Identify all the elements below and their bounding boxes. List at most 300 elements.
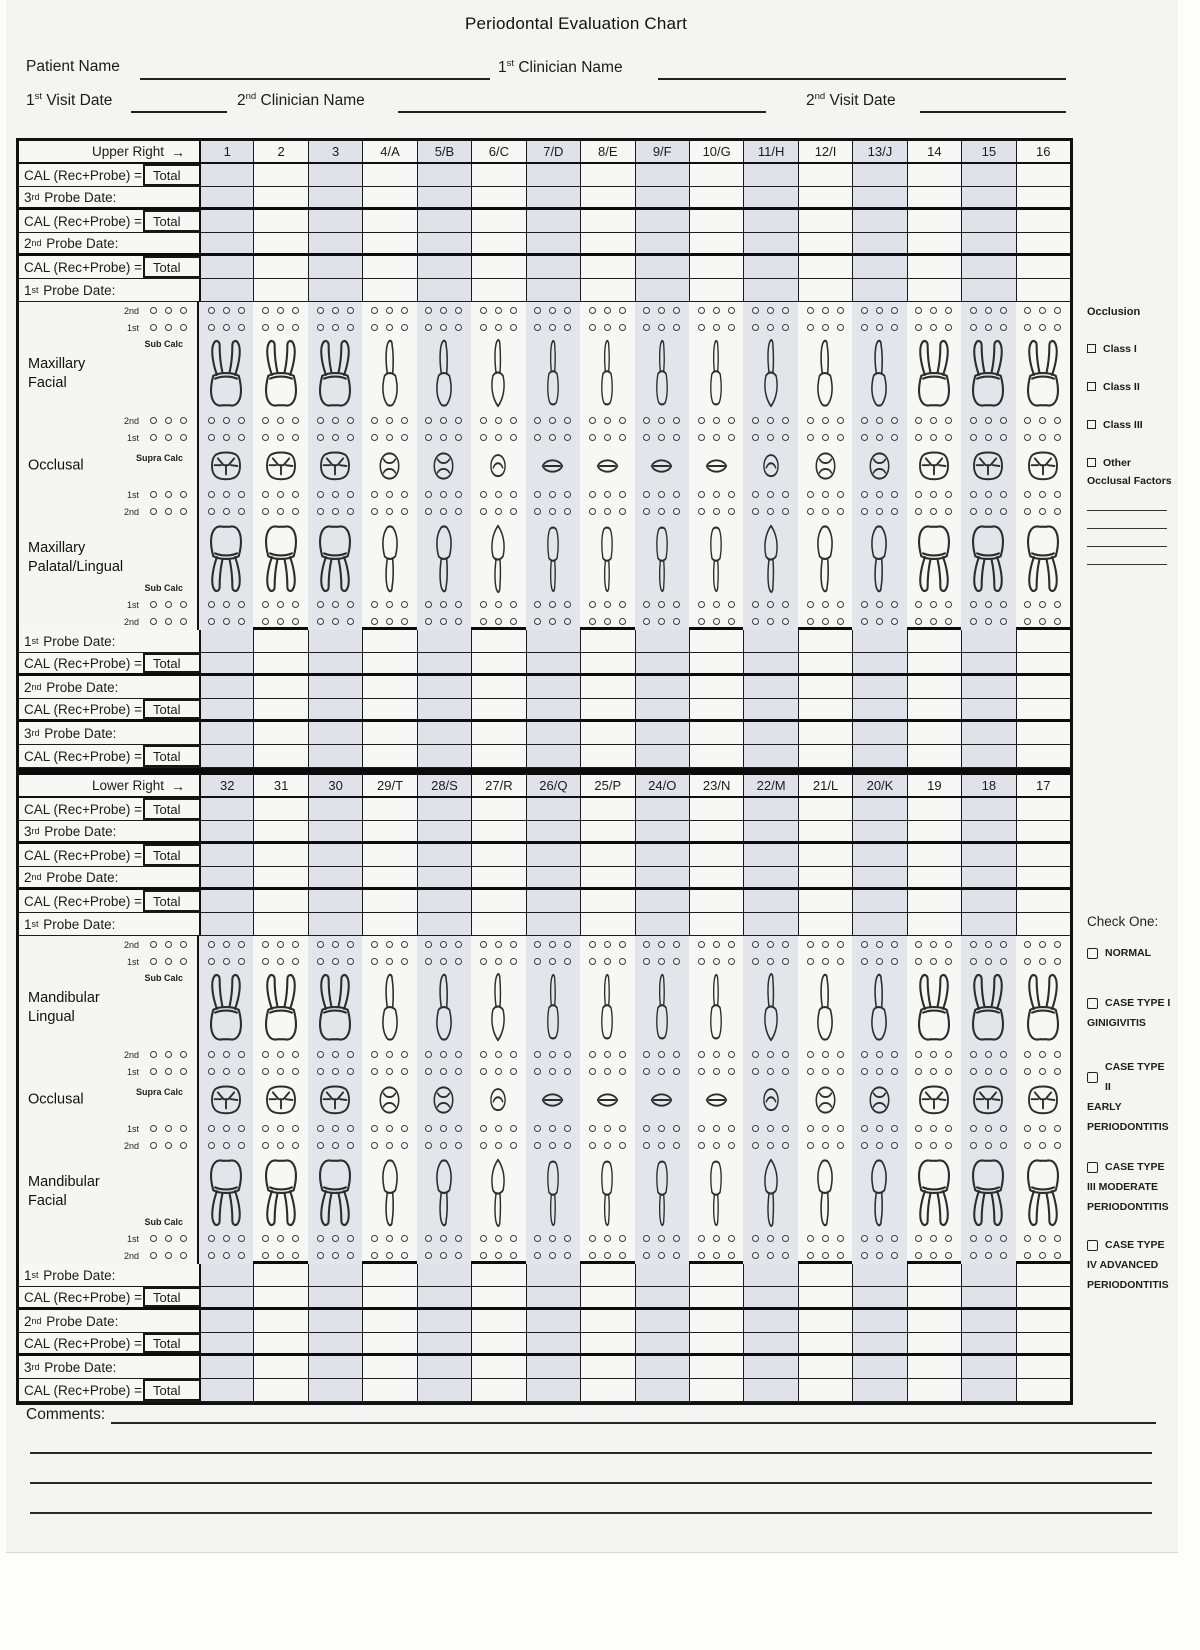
probe-point-circle[interactable] [930, 958, 937, 965]
probe-cell-1[interactable] [199, 613, 253, 630]
upper-below-r3-col-14-cell[interactable] [907, 699, 961, 719]
upper-below-r0-col-12-i-cell[interactable] [798, 630, 852, 652]
probe-point-circle[interactable] [915, 958, 922, 965]
probe-point-circle[interactable] [767, 601, 774, 608]
probe-cell-18[interactable] [961, 953, 1015, 970]
probe-point-circle[interactable] [915, 618, 922, 625]
probe-cell-29-t[interactable] [362, 953, 416, 970]
probe-point-circle[interactable] [589, 1252, 596, 1259]
probe-point-circle[interactable] [1024, 1142, 1031, 1149]
upper-below-r5-col-6-c-cell[interactable] [471, 745, 525, 767]
lower-below-r0-col-22-m-cell[interactable] [743, 1264, 797, 1286]
probe-point-circle[interactable] [208, 1068, 215, 1075]
probe-point-circle[interactable] [930, 324, 937, 331]
probe-point-circle[interactable] [262, 491, 269, 498]
upper-above-r3-col-1-cell[interactable] [199, 233, 253, 253]
lower-above-r0-col-25-p-cell[interactable] [580, 798, 634, 820]
probe-cell-28-s[interactable] [417, 1137, 471, 1154]
probe-point-circle[interactable] [643, 417, 650, 424]
probe-point-circle[interactable] [713, 1235, 720, 1242]
upper-above-r5-col-6-c-cell[interactable] [471, 279, 525, 301]
probe-point-circle[interactable] [347, 508, 354, 515]
probe-point-circle[interactable] [673, 601, 680, 608]
probe-cell-23-n[interactable] [689, 936, 743, 953]
probe-point-circle[interactable] [262, 1068, 269, 1075]
probe-point-circle[interactable] [589, 941, 596, 948]
probe-point-circle[interactable] [440, 958, 447, 965]
probe-point-circle[interactable] [262, 1142, 269, 1149]
probe-point-circle[interactable] [673, 324, 680, 331]
probe-cell-19[interactable] [907, 1247, 961, 1264]
lower-above-r4-col-32-cell[interactable] [199, 890, 253, 912]
probe-point-circle[interactable] [861, 434, 868, 441]
probe-cell-11-h[interactable] [743, 319, 797, 336]
probe-point-circle[interactable] [1039, 434, 1046, 441]
probe-point-circle[interactable] [1054, 1051, 1061, 1058]
probe-point-circle[interactable] [386, 1142, 393, 1149]
probe-point-circle[interactable] [277, 324, 284, 331]
probe-cell-27-r[interactable] [471, 1046, 525, 1063]
lower-below-r1-col-25-p-cell[interactable] [580, 1287, 634, 1307]
probe-point-circle[interactable] [480, 491, 487, 498]
probe-point-circle[interactable] [510, 417, 517, 424]
probe-point-circle[interactable] [970, 508, 977, 515]
probe-point-circle[interactable] [425, 508, 432, 515]
probe-point-circle[interactable] [277, 307, 284, 314]
probe-point-circle[interactable] [876, 1252, 883, 1259]
probe-point-circle[interactable] [673, 958, 680, 965]
upper-above-r5-col-5-b-cell[interactable] [417, 279, 471, 301]
probe-cell-8-e[interactable] [580, 412, 634, 429]
probe-point-circle[interactable] [891, 618, 898, 625]
probe-cell-31[interactable] [253, 1137, 307, 1154]
probe-point-circle[interactable] [332, 1142, 339, 1149]
probe-point-circle[interactable] [440, 1051, 447, 1058]
probe-point-circle[interactable] [549, 1235, 556, 1242]
upper-below-r5-col-15-cell[interactable] [961, 745, 1015, 767]
probe-cell-29-t[interactable] [362, 936, 416, 953]
probe-cell-16[interactable] [1016, 319, 1070, 336]
probe-point-circle[interactable] [822, 417, 829, 424]
upper-above-r4-col-3-cell[interactable] [308, 256, 362, 278]
upper-above-r0-col-1-cell[interactable] [199, 164, 253, 186]
probe-point-circle[interactable] [425, 1051, 432, 1058]
probe-point-circle[interactable] [752, 324, 759, 331]
lower-below-r3-col-32-cell[interactable] [199, 1333, 253, 1353]
upper-above-r4-col-5-b-cell[interactable] [417, 256, 471, 278]
probe-cell-4-a[interactable] [362, 613, 416, 630]
probe-point-circle[interactable] [767, 1051, 774, 1058]
probe-cell-29-t[interactable] [362, 1063, 416, 1080]
probe-point-circle[interactable] [549, 1051, 556, 1058]
upper-above-r4-col-9-f-cell[interactable] [635, 256, 689, 278]
probe-point-circle[interactable] [534, 1235, 541, 1242]
probe-point-circle[interactable] [1054, 491, 1061, 498]
probe-point-circle[interactable] [480, 618, 487, 625]
probe-point-circle[interactable] [425, 1142, 432, 1149]
upper-above-r4-col-11-h-cell[interactable] [743, 256, 797, 278]
upper-below-r0-col-2-cell[interactable] [253, 630, 307, 652]
probe-point-circle[interactable] [970, 1051, 977, 1058]
probe-point-circle[interactable] [180, 1142, 187, 1149]
probe-point-circle[interactable] [945, 1051, 952, 1058]
probe-point-circle[interactable] [619, 491, 626, 498]
probe-point-circle[interactable] [165, 1142, 172, 1149]
probe-cell-21-l[interactable] [798, 936, 852, 953]
probe-point-circle[interactable] [564, 601, 571, 608]
probe-point-circle[interactable] [876, 324, 883, 331]
upper-below-r3-col-10-g-cell[interactable] [689, 699, 743, 719]
upper-above-r1-col-3-cell[interactable] [308, 187, 362, 207]
probe-point-circle[interactable] [673, 307, 680, 314]
upper-below-r5-col-1-cell[interactable] [199, 745, 253, 767]
probe-cell-11-h[interactable] [743, 412, 797, 429]
lower-above-r0-col-31-cell[interactable] [253, 798, 307, 820]
probe-cell-9-f[interactable] [635, 429, 689, 446]
upper-below-r4-col-14-cell[interactable] [907, 722, 961, 744]
probe-point-circle[interactable] [277, 601, 284, 608]
probe-point-circle[interactable] [292, 324, 299, 331]
probe-cell-10-g[interactable] [689, 412, 743, 429]
upper-below-r5-col-9-f-cell[interactable] [635, 745, 689, 767]
probe-point-circle[interactable] [915, 941, 922, 948]
probe-cell-17[interactable] [1016, 1137, 1070, 1154]
probe-point-circle[interactable] [223, 417, 230, 424]
clinician2-input-line[interactable] [398, 93, 766, 113]
probe-point-circle[interactable] [564, 307, 571, 314]
probe-point-circle[interactable] [713, 618, 720, 625]
probe-point-circle[interactable] [891, 324, 898, 331]
lower-above-r3-col-24-o-cell[interactable] [635, 867, 689, 887]
probe-cell-27-r[interactable] [471, 953, 525, 970]
upper-above-r3-col-16-cell[interactable] [1016, 233, 1070, 253]
probe-point-circle[interactable] [728, 1068, 735, 1075]
probe-cell-17[interactable] [1016, 1120, 1070, 1137]
probe-point-circle[interactable] [347, 417, 354, 424]
probe-point-circle[interactable] [713, 1142, 720, 1149]
probe-cell-13-j[interactable] [852, 503, 906, 520]
probe-cell-15[interactable] [961, 613, 1015, 630]
upper-above-r4-col-2-cell[interactable] [253, 256, 307, 278]
probe-cell-24-o[interactable] [635, 1046, 689, 1063]
lower-above-r3-col-25-p-cell[interactable] [580, 867, 634, 887]
probe-point-circle[interactable] [455, 1235, 462, 1242]
probe-point-circle[interactable] [713, 508, 720, 515]
upper-above-r1-col-15-cell[interactable] [961, 187, 1015, 207]
probe-point-circle[interactable] [292, 618, 299, 625]
probe-point-circle[interactable] [510, 958, 517, 965]
upper-below-r1-col-14-cell[interactable] [907, 653, 961, 673]
probe-point-circle[interactable] [440, 1252, 447, 1259]
probe-point-circle[interactable] [495, 958, 502, 965]
probe-point-circle[interactable] [1000, 1051, 1007, 1058]
probe-cell-14[interactable] [907, 613, 961, 630]
upper-below-r5-col-10-g-cell[interactable] [689, 745, 743, 767]
probe-cell-5-b[interactable] [417, 412, 471, 429]
probe-point-circle[interactable] [150, 1051, 157, 1058]
probe-cell-15[interactable] [961, 596, 1015, 613]
upper-below-r4-col-6-c-cell[interactable] [471, 722, 525, 744]
probe-point-circle[interactable] [180, 417, 187, 424]
probe-point-circle[interactable] [317, 1125, 324, 1132]
lower-above-r2-col-31-cell[interactable] [253, 844, 307, 866]
probe-point-circle[interactable] [861, 1068, 868, 1075]
upper-above-r3-col-3-cell[interactable] [308, 233, 362, 253]
probe-cell-24-o[interactable] [635, 953, 689, 970]
probe-point-circle[interactable] [262, 434, 269, 441]
probe-point-circle[interactable] [549, 1252, 556, 1259]
probe-point-circle[interactable] [455, 491, 462, 498]
probe-cell-5-b[interactable] [417, 319, 471, 336]
probe-point-circle[interactable] [861, 618, 868, 625]
upper-above-r1-col-7-d-cell[interactable] [526, 187, 580, 207]
probe-point-circle[interactable] [495, 417, 502, 424]
probe-point-circle[interactable] [208, 1142, 215, 1149]
probe-point-circle[interactable] [564, 508, 571, 515]
probe-point-circle[interactable] [401, 941, 408, 948]
probe-cell-2[interactable] [253, 429, 307, 446]
upper-above-r3-col-6-c-cell[interactable] [471, 233, 525, 253]
lower-above-r5-col-22-m-cell[interactable] [743, 913, 797, 935]
lower-above-r4-col-29-t-cell[interactable] [362, 890, 416, 912]
probe-cell-13-j[interactable] [852, 319, 906, 336]
probe-point-circle[interactable] [1054, 941, 1061, 948]
probe-point-circle[interactable] [782, 1125, 789, 1132]
probe-point-circle[interactable] [332, 508, 339, 515]
upper-below-r1-col-4-a-cell[interactable] [362, 653, 416, 673]
probe-cell-19[interactable] [907, 1137, 961, 1154]
upper-below-r2-col-13-j-cell[interactable] [852, 676, 906, 698]
probe-point-circle[interactable] [1000, 491, 1007, 498]
probe-cell-1[interactable] [199, 302, 253, 319]
probe-point-circle[interactable] [401, 307, 408, 314]
probe-point-circle[interactable] [332, 1068, 339, 1075]
probe-point-circle[interactable] [534, 307, 541, 314]
probe-cell-4-a[interactable] [362, 412, 416, 429]
lower-below-r4-col-27-r-cell[interactable] [471, 1356, 525, 1378]
probe-point-circle[interactable] [455, 618, 462, 625]
probe-point-circle[interactable] [807, 1252, 814, 1259]
probe-cell-25-p[interactable] [580, 1063, 634, 1080]
probe-point-circle[interactable] [332, 434, 339, 441]
probe-point-circle[interactable] [371, 601, 378, 608]
probe-point-circle[interactable] [752, 1068, 759, 1075]
checkbox-class-iii[interactable] [1087, 420, 1096, 429]
probe-point-circle[interactable] [292, 1252, 299, 1259]
probe-point-circle[interactable] [713, 417, 720, 424]
probe-point-circle[interactable] [915, 1051, 922, 1058]
probe-point-circle[interactable] [425, 1068, 432, 1075]
probe-point-circle[interactable] [1054, 1252, 1061, 1259]
probe-cell-17[interactable] [1016, 1046, 1070, 1063]
probe-point-circle[interactable] [837, 618, 844, 625]
probe-cell-26-q[interactable] [526, 1120, 580, 1137]
probe-point-circle[interactable] [223, 618, 230, 625]
probe-point-circle[interactable] [1000, 1252, 1007, 1259]
lower-below-r0-col-30-cell[interactable] [308, 1264, 362, 1286]
probe-cell-19[interactable] [907, 1046, 961, 1063]
probe-point-circle[interactable] [1054, 324, 1061, 331]
lower-below-r5-col-18-cell[interactable] [961, 1379, 1015, 1401]
probe-cell-24-o[interactable] [635, 1120, 689, 1137]
probe-cell-3[interactable] [308, 613, 362, 630]
probe-point-circle[interactable] [589, 618, 596, 625]
lower-below-r0-col-19-cell[interactable] [907, 1264, 961, 1286]
probe-point-circle[interactable] [495, 434, 502, 441]
probe-point-circle[interactable] [767, 958, 774, 965]
probe-cell-18[interactable] [961, 1120, 1015, 1137]
probe-point-circle[interactable] [425, 1125, 432, 1132]
probe-point-circle[interactable] [386, 601, 393, 608]
probe-point-circle[interactable] [564, 941, 571, 948]
probe-point-circle[interactable] [643, 1125, 650, 1132]
lower-above-r1-col-17-cell[interactable] [1016, 821, 1070, 841]
probe-point-circle[interactable] [165, 491, 172, 498]
upper-above-r1-col-13-j-cell[interactable] [852, 187, 906, 207]
checkbox-case-type-i-ginigivitis[interactable] [1087, 998, 1098, 1009]
probe-cell-25-p[interactable] [580, 1120, 634, 1137]
probe-point-circle[interactable] [970, 1235, 977, 1242]
probe-point-circle[interactable] [589, 434, 596, 441]
probe-point-circle[interactable] [1024, 434, 1031, 441]
probe-point-circle[interactable] [728, 1252, 735, 1259]
probe-cell-32[interactable] [199, 1247, 253, 1264]
probe-cell-16[interactable] [1016, 429, 1070, 446]
probe-point-circle[interactable] [619, 324, 626, 331]
lower-above-r5-col-21-l-cell[interactable] [798, 913, 852, 935]
lower-below-r5-col-25-p-cell[interactable] [580, 1379, 634, 1401]
probe-point-circle[interactable] [180, 324, 187, 331]
probe-cell-8-e[interactable] [580, 613, 634, 630]
probe-cell-4-a[interactable] [362, 302, 416, 319]
upper-above-r1-col-8-e-cell[interactable] [580, 187, 634, 207]
probe-point-circle[interactable] [752, 417, 759, 424]
probe-point-circle[interactable] [180, 1051, 187, 1058]
probe-cell-2[interactable] [253, 302, 307, 319]
probe-cell-28-s[interactable] [417, 953, 471, 970]
probe-cell-32[interactable] [199, 1230, 253, 1247]
probe-point-circle[interactable] [970, 618, 977, 625]
upper-above-r4-col-8-e-cell[interactable] [580, 256, 634, 278]
lower-below-r2-col-24-o-cell[interactable] [635, 1310, 689, 1332]
upper-above-r3-col-14-cell[interactable] [907, 233, 961, 253]
upper-below-r0-col-15-cell[interactable] [961, 630, 1015, 652]
probe-cell-16[interactable] [1016, 596, 1070, 613]
probe-point-circle[interactable] [930, 508, 937, 515]
lower-below-r5-col-28-s-cell[interactable] [417, 1379, 471, 1401]
probe-point-circle[interactable] [455, 508, 462, 515]
probe-point-circle[interactable] [985, 508, 992, 515]
lower-below-r3-col-20-k-cell[interactable] [852, 1333, 906, 1353]
probe-point-circle[interactable] [534, 324, 541, 331]
probe-point-circle[interactable] [371, 1142, 378, 1149]
probe-point-circle[interactable] [480, 1235, 487, 1242]
probe-point-circle[interactable] [165, 941, 172, 948]
lower-above-r3-col-22-m-cell[interactable] [743, 867, 797, 887]
probe-point-circle[interactable] [643, 491, 650, 498]
probe-cell-17[interactable] [1016, 1063, 1070, 1080]
lower-below-r4-col-28-s-cell[interactable] [417, 1356, 471, 1378]
upper-below-r4-col-2-cell[interactable] [253, 722, 307, 744]
clinician1-input-line[interactable] [658, 60, 1066, 80]
probe-cell-10-g[interactable] [689, 486, 743, 503]
probe-point-circle[interactable] [317, 491, 324, 498]
probe-point-circle[interactable] [238, 1051, 245, 1058]
upper-below-r4-col-12-i-cell[interactable] [798, 722, 852, 744]
probe-point-circle[interactable] [277, 1125, 284, 1132]
lower-below-r5-col-29-t-cell[interactable] [362, 1379, 416, 1401]
probe-point-circle[interactable] [440, 508, 447, 515]
probe-point-circle[interactable] [915, 307, 922, 314]
probe-point-circle[interactable] [673, 1125, 680, 1132]
probe-point-circle[interactable] [292, 508, 299, 515]
probe-point-circle[interactable] [371, 1125, 378, 1132]
probe-point-circle[interactable] [277, 1068, 284, 1075]
probe-cell-28-s[interactable] [417, 1120, 471, 1137]
probe-point-circle[interactable] [589, 1068, 596, 1075]
probe-point-circle[interactable] [915, 491, 922, 498]
probe-point-circle[interactable] [985, 434, 992, 441]
lower-above-r2-col-23-n-cell[interactable] [689, 844, 743, 866]
lower-below-r3-col-25-p-cell[interactable] [580, 1333, 634, 1353]
probe-point-circle[interactable] [970, 941, 977, 948]
upper-below-r2-col-3-cell[interactable] [308, 676, 362, 698]
lower-above-r1-col-21-l-cell[interactable] [798, 821, 852, 841]
probe-point-circle[interactable] [807, 307, 814, 314]
upper-below-r1-col-13-j-cell[interactable] [852, 653, 906, 673]
upper-above-r5-col-1-cell[interactable] [199, 279, 253, 301]
probe-point-circle[interactable] [673, 417, 680, 424]
lower-above-r0-col-26-q-cell[interactable] [526, 798, 580, 820]
probe-point-circle[interactable] [277, 941, 284, 948]
probe-cell-32[interactable] [199, 953, 253, 970]
probe-cell-32[interactable] [199, 1120, 253, 1137]
probe-point-circle[interactable] [891, 1068, 898, 1075]
probe-point-circle[interactable] [985, 1142, 992, 1149]
probe-point-circle[interactable] [807, 618, 814, 625]
probe-point-circle[interactable] [564, 324, 571, 331]
lower-above-r5-col-26-q-cell[interactable] [526, 913, 580, 935]
upper-above-r4-col-6-c-cell[interactable] [471, 256, 525, 278]
upper-below-r2-col-2-cell[interactable] [253, 676, 307, 698]
probe-cell-12-i[interactable] [798, 429, 852, 446]
lower-below-r2-col-21-l-cell[interactable] [798, 1310, 852, 1332]
probe-point-circle[interactable] [347, 618, 354, 625]
probe-cell-22-m[interactable] [743, 1063, 797, 1080]
probe-point-circle[interactable] [782, 1235, 789, 1242]
probe-cell-8-e[interactable] [580, 486, 634, 503]
lower-above-r0-col-21-l-cell[interactable] [798, 798, 852, 820]
probe-point-circle[interactable] [713, 307, 720, 314]
upper-below-r3-col-7-d-cell[interactable] [526, 699, 580, 719]
probe-point-circle[interactable] [713, 958, 720, 965]
upper-above-r5-col-8-e-cell[interactable] [580, 279, 634, 301]
probe-point-circle[interactable] [985, 1051, 992, 1058]
probe-point-circle[interactable] [208, 434, 215, 441]
upper-above-r3-col-15-cell[interactable] [961, 233, 1015, 253]
probe-point-circle[interactable] [495, 1125, 502, 1132]
probe-point-circle[interactable] [317, 1068, 324, 1075]
probe-cell-3[interactable] [308, 486, 362, 503]
probe-point-circle[interactable] [549, 958, 556, 965]
upper-above-r2-col-14-cell[interactable] [907, 210, 961, 232]
probe-point-circle[interactable] [589, 508, 596, 515]
probe-point-circle[interactable] [658, 618, 665, 625]
probe-point-circle[interactable] [837, 1068, 844, 1075]
probe-point-circle[interactable] [292, 434, 299, 441]
probe-cell-22-m[interactable] [743, 1247, 797, 1264]
probe-cell-16[interactable] [1016, 486, 1070, 503]
